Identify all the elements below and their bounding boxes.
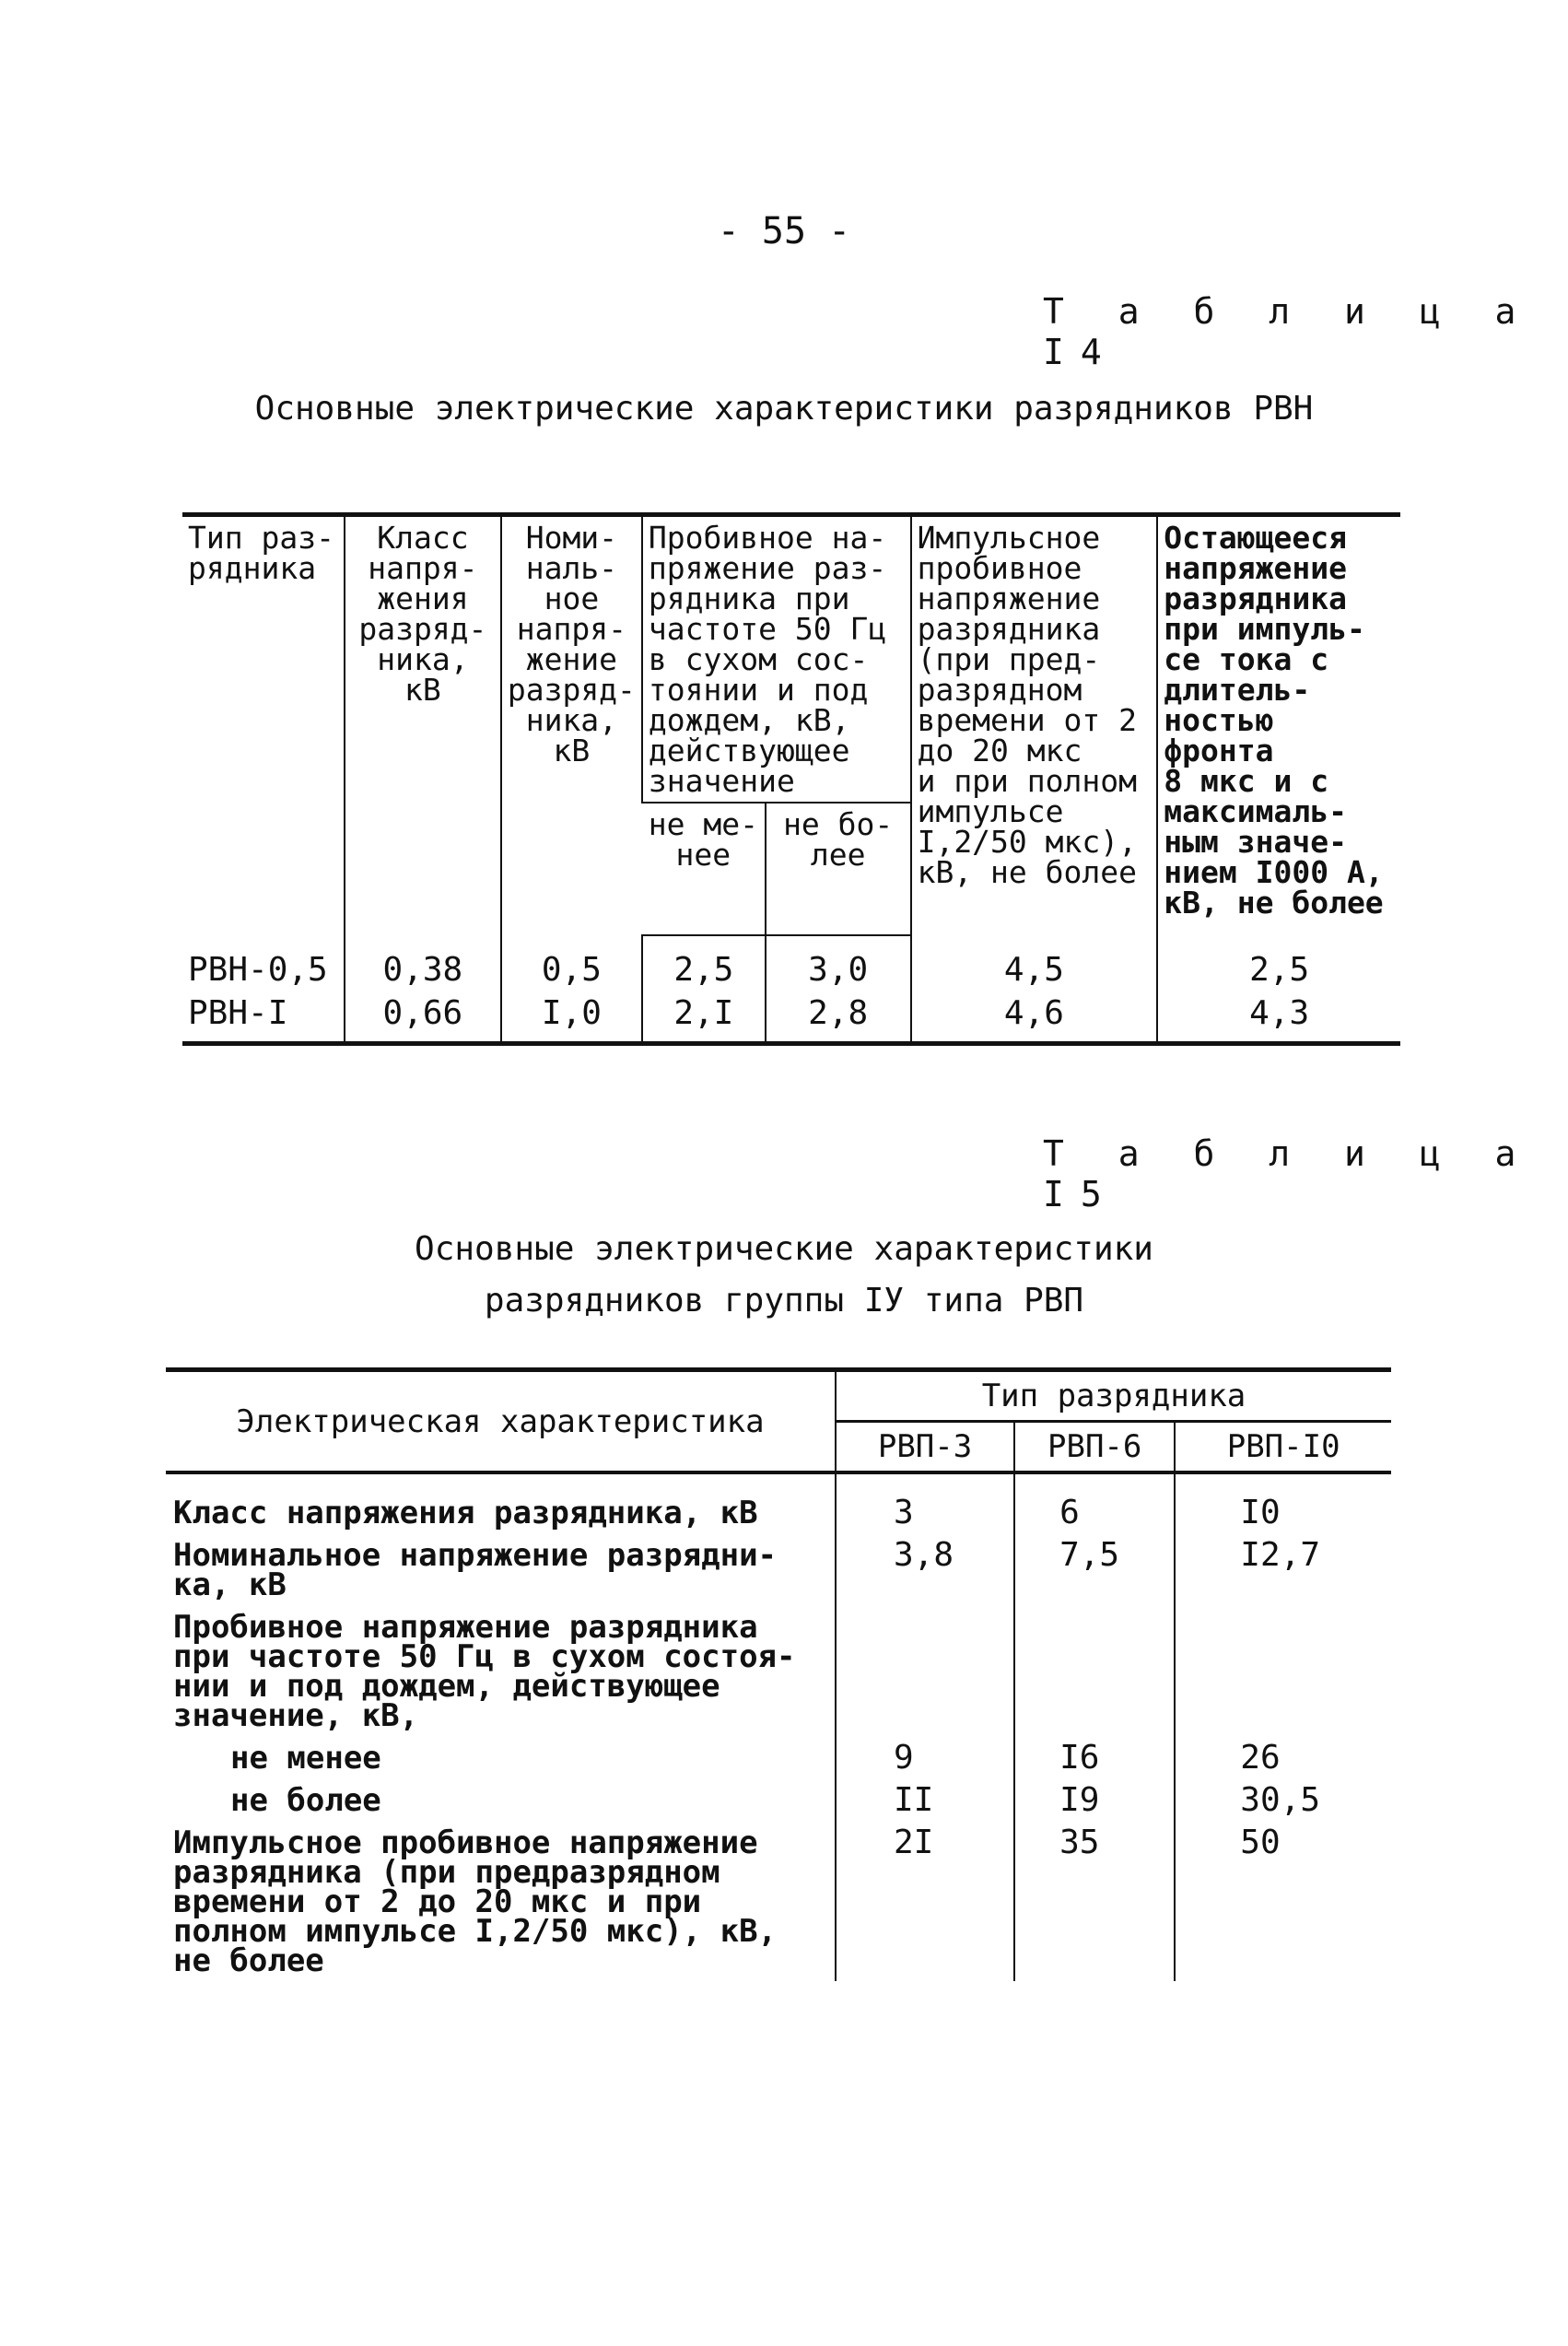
table-row xyxy=(166,1736,1391,1778)
table-row xyxy=(182,945,1400,989)
cell-value: 35 xyxy=(1014,1821,1175,1981)
page-number: - 55 - xyxy=(717,210,851,252)
cell-value: 2I xyxy=(836,1821,1014,1981)
column-rvp-10: РВП-I0 xyxy=(1175,1422,1391,1473)
table-row xyxy=(166,1605,1391,1736)
cell-value: 6 xyxy=(1014,1472,1175,1533)
table15-caption-line1: Основные электрические характеристики xyxy=(415,1230,1153,1268)
cell-value: 9 xyxy=(836,1736,1014,1778)
header-impulse: Импульсное пробивное напряжение разрядника (при пред- разрядном времени от 2 до 20 мкс и при полном импульсе I,2/50 мкс), кВ, не более xyxy=(911,515,1158,936)
row-label: Импульсное пробивное напряжение разрядника (при предразрядном времени от 2 до 20 мкс и при полном импульсе I,2/50 мкс), кВ, не более xyxy=(166,1821,836,1981)
cell-residual: 2,5 xyxy=(1157,945,1400,989)
table-row xyxy=(182,989,1400,1032)
cell-value xyxy=(1014,1605,1175,1736)
cell-value: 30,5 xyxy=(1240,1781,1320,1819)
row-label: Номинальное напряжение разрядни- ка, кВ xyxy=(166,1533,836,1605)
header-residual: Остающееся напряжение разрядника при импуль- се тока с длитель- ностью фронта 8 мкс и с максималь- ным значе- нием I000 А, кВ, не более xyxy=(1157,515,1400,936)
cell-value: 7,5 xyxy=(1014,1533,1175,1605)
cell-impulse: 4,5 xyxy=(911,945,1158,989)
table15 xyxy=(166,1367,1391,1981)
header-nominal: Номи- наль- ное напря- жение разряд- ника, кВ xyxy=(501,515,642,936)
table-row xyxy=(166,1472,1391,1533)
row-label: не менее xyxy=(166,1736,836,1778)
cell-max: 3,0 xyxy=(766,945,911,989)
row-label: не более xyxy=(166,1778,836,1821)
row-label: Пробивное напряжение разрядника при частоте 50 Гц в сухом состоя- нии и под дождем, действующее значение, кВ, xyxy=(166,1605,836,1736)
cell-min: 2,5 xyxy=(642,945,766,989)
table14 xyxy=(182,512,1400,1046)
header-type: Тип раз- рядника xyxy=(188,520,334,586)
column-rvp-6: РВП-6 xyxy=(1014,1422,1175,1473)
cell-value: I0 xyxy=(1240,1494,1281,1531)
header-class: Класс напря- жения разряд- ника, кВ xyxy=(345,515,501,936)
cell-min: 2,I xyxy=(642,989,766,1032)
cell-class: 0,66 xyxy=(345,989,501,1032)
table15-label: Т а б л и ц а I5 xyxy=(1043,1133,1533,1214)
table14-caption: Основные электрические характеристики разрядников РВН xyxy=(254,390,1314,428)
table15-caption-line2: разрядников группы IУ типа РВП xyxy=(484,1282,1084,1320)
table-row xyxy=(166,1533,1391,1605)
cell-type: РВН-0,5 xyxy=(188,951,328,989)
cell-value: 50 xyxy=(1240,1824,1281,1861)
row-label: Класс напряжения разрядника, кВ xyxy=(166,1472,836,1533)
cell-impulse: 4,6 xyxy=(911,989,1158,1032)
cell-type: РВН-I xyxy=(188,994,288,1032)
header-breakdown: Пробивное на- пряжение раз- рядника при частоте 50 Гц в сухом сос- тоянии и под дождем, кВ, действующее значение xyxy=(642,515,911,804)
cell-residual: 4,3 xyxy=(1157,989,1400,1032)
table-row xyxy=(166,1821,1391,1981)
cell-nominal: I,0 xyxy=(501,989,642,1032)
cell-value: 3,8 xyxy=(836,1533,1014,1605)
cell-value: II xyxy=(836,1778,1014,1821)
column-rvp-3: РВП-3 xyxy=(836,1422,1014,1473)
cell-value xyxy=(836,1605,1014,1736)
cell-value: I9 xyxy=(1014,1778,1175,1821)
cell-nominal: 0,5 xyxy=(501,945,642,989)
table14-label: Т а б л и ц а I4 xyxy=(1043,291,1533,372)
cell-max: 2,8 xyxy=(766,989,911,1032)
header-breakdown-max: не бо- лее xyxy=(766,803,911,935)
table-row xyxy=(166,1778,1391,1821)
cell-value: I6 xyxy=(1014,1736,1175,1778)
header-breakdown-min: не ме- нее xyxy=(642,803,766,935)
header-characteristic: Электрическая характеристика xyxy=(166,1370,836,1473)
cell-value xyxy=(1175,1605,1391,1736)
cell-value: I2,7 xyxy=(1240,1536,1320,1574)
cell-class: 0,38 xyxy=(345,945,501,989)
cell-value: 26 xyxy=(1240,1739,1281,1777)
header-arrester-type: Тип разрядника xyxy=(836,1370,1391,1422)
cell-value: 3 xyxy=(836,1472,1014,1533)
